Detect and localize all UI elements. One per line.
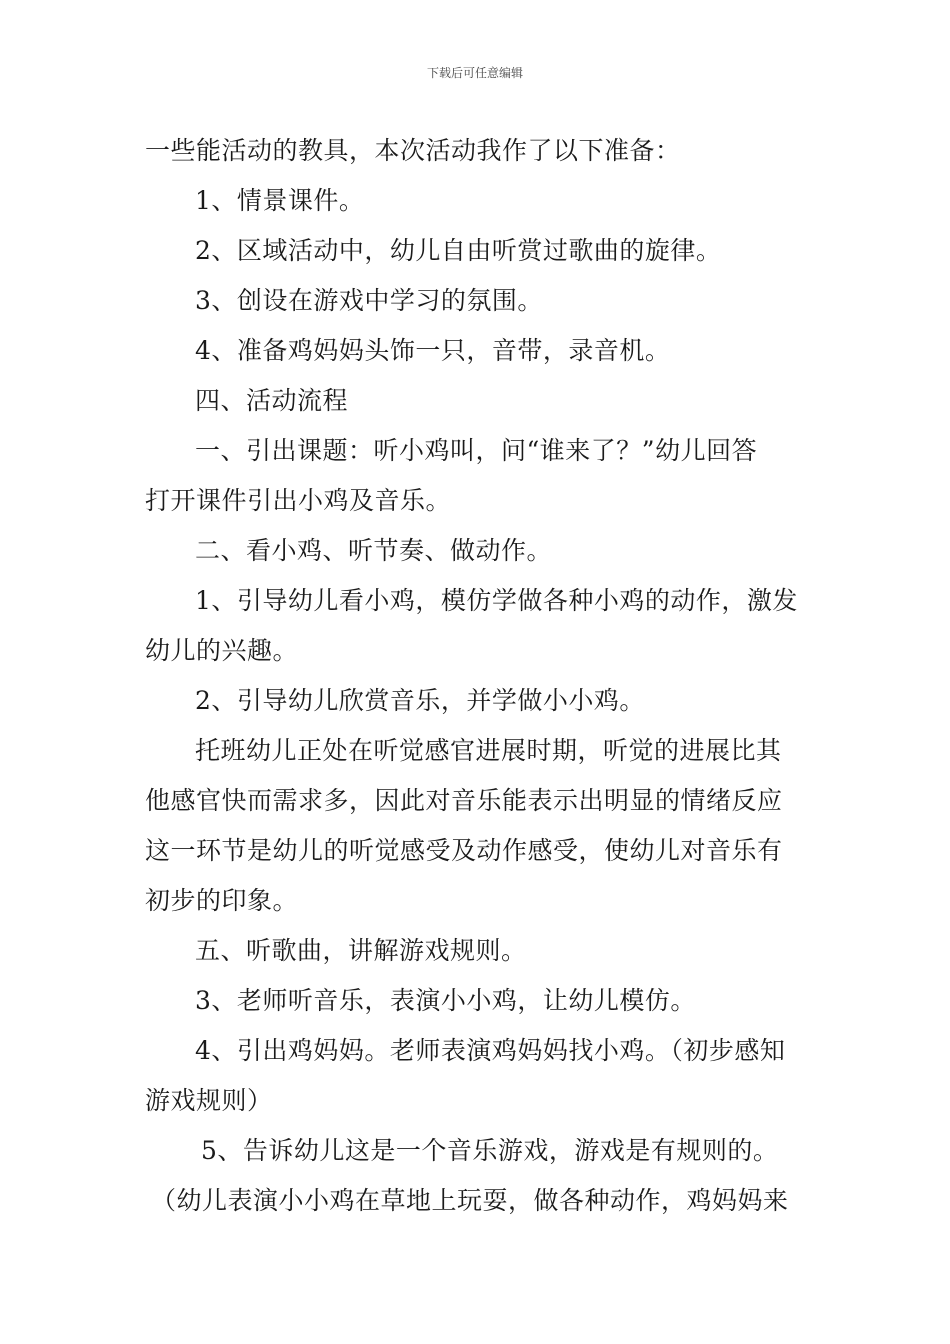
section-heading: 四、活动流程 [195,386,349,415]
text-line: 托班幼儿正处在听觉感官进展时期，听觉的进展比其 [195,736,782,765]
text-line: 初步的印象。 [145,886,299,915]
page-header: 下载后可任意编辑 [426,66,523,80]
text-line: 幼儿的兴趣。 [145,636,299,665]
text-line: 这一环节是幼儿的听觉感受及动作感受，使幼儿对音乐有 [145,836,783,865]
section-heading: 五、听歌曲，讲解游戏规则。 [195,936,527,965]
text-line: 2、引导幼儿欣赏音乐，并学做小小鸡。 [195,686,645,715]
text-line: 打开课件引出小鸡及音乐。 [145,486,452,515]
text-line: 3、创设在游戏中学习的氛围。 [195,286,543,315]
text-line: 一些能活动的教具，本次活动我作了以下准备： [145,136,681,165]
text-line: （幼儿表演小小鸡在草地上玩耍，做各种动作，鸡妈妈来 [151,1186,789,1215]
text-line: 3、老师听音乐，表演小小鸡，让幼儿模仿。 [195,986,696,1015]
text-line: 1、情景课件。 [195,186,365,215]
text-line: 4、引出鸡妈妈。老师表演鸡妈妈找小鸡。（初步感知 [195,1036,786,1065]
text-line: 他感官快而需求多，因此对音乐能表示出明显的情绪反应 [145,786,783,815]
text-line: 5、告诉幼儿这是一个音乐游戏，游戏是有规则的。 [201,1136,779,1165]
text-line: 二、看小鸡、听节奏、做动作。 [195,536,553,565]
text-line: 2、区域活动中，幼儿自由听赏过歌曲的旋律。 [195,236,722,265]
text-line: 一、引出课题：听小鸡叫，问“谁来了？”幼儿回答 [195,436,758,465]
text-line: 4、准备鸡妈妈头饰一只，音带，录音机。 [195,336,671,365]
text-line: 1、引导幼儿看小鸡，模仿学做各种小鸡的动作，激发 [195,586,798,615]
document-body [145,126,807,1226]
text-line: 游戏规则） [145,1086,273,1115]
